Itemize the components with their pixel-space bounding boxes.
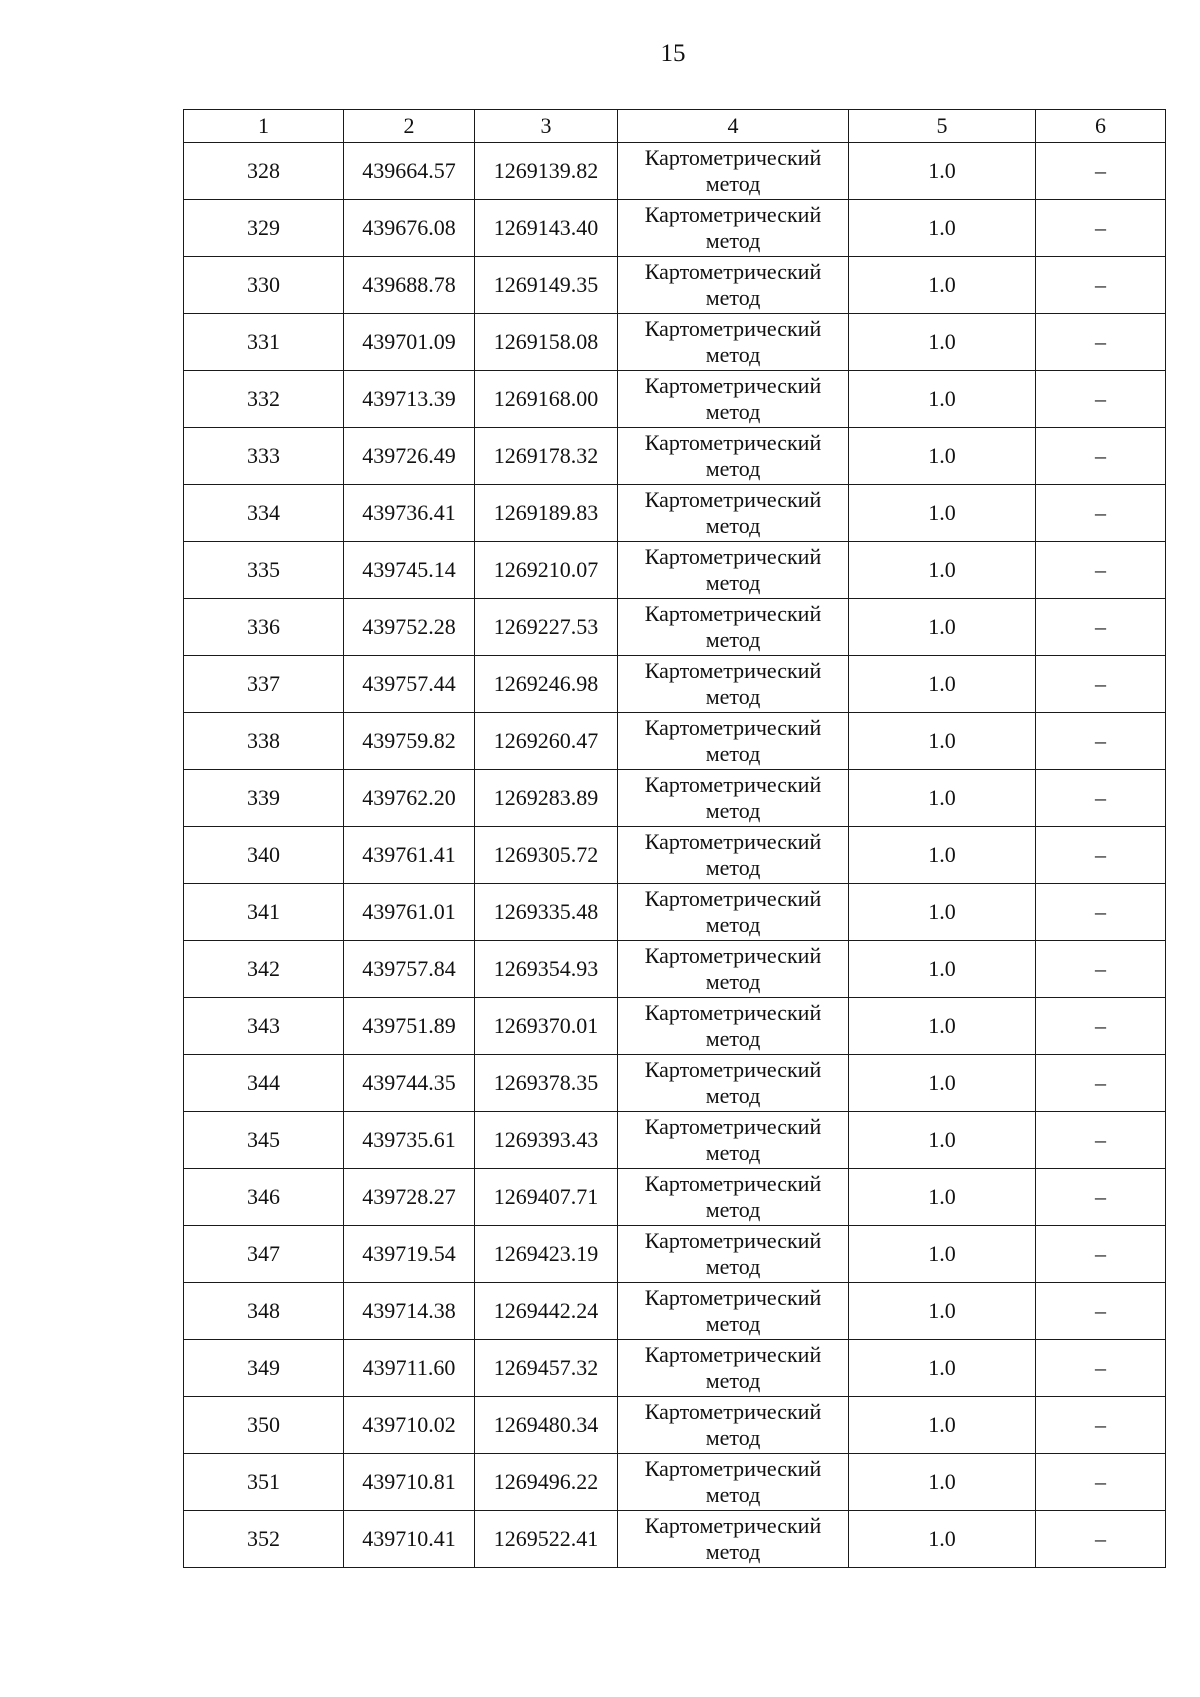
y-coordinate-cell: 1269378.35 xyxy=(475,1055,618,1112)
table-row xyxy=(184,1226,1166,1283)
table-row xyxy=(184,143,1166,200)
point-number-cell: 336 xyxy=(184,599,344,656)
x-coordinate-cell: 439736.41 xyxy=(344,485,475,542)
note-cell: – xyxy=(1036,542,1166,599)
y-coordinate-cell: 1269393.43 xyxy=(475,1112,618,1169)
x-coordinate-cell: 439713.39 xyxy=(344,371,475,428)
accuracy-cell: 1.0 xyxy=(849,143,1036,200)
note-cell: – xyxy=(1036,1340,1166,1397)
table-row xyxy=(184,1112,1166,1169)
method-cell: Картометрический метод xyxy=(618,428,849,485)
method-cell: Картометрический метод xyxy=(618,1112,849,1169)
accuracy-cell: 1.0 xyxy=(849,1397,1036,1454)
note-cell: – xyxy=(1036,200,1166,257)
x-coordinate-cell: 439710.02 xyxy=(344,1397,475,1454)
x-coordinate-cell: 439752.28 xyxy=(344,599,475,656)
table-row xyxy=(184,827,1166,884)
note-cell: – xyxy=(1036,770,1166,827)
accuracy-cell: 1.0 xyxy=(849,827,1036,884)
point-number-cell: 333 xyxy=(184,428,344,485)
note-cell: – xyxy=(1036,257,1166,314)
note-cell: – xyxy=(1036,941,1166,998)
accuracy-cell: 1.0 xyxy=(849,1454,1036,1511)
point-number-cell: 343 xyxy=(184,998,344,1055)
point-number-cell: 330 xyxy=(184,257,344,314)
x-coordinate-cell: 439735.61 xyxy=(344,1112,475,1169)
point-number-cell: 339 xyxy=(184,770,344,827)
table-row xyxy=(184,884,1166,941)
accuracy-cell: 1.0 xyxy=(849,998,1036,1055)
point-number-cell: 345 xyxy=(184,1112,344,1169)
note-cell: – xyxy=(1036,599,1166,656)
x-coordinate-cell: 439676.08 xyxy=(344,200,475,257)
table-row xyxy=(184,1511,1166,1568)
accuracy-cell: 1.0 xyxy=(849,371,1036,428)
column-header: 4 xyxy=(618,110,849,143)
y-coordinate-cell: 1269305.72 xyxy=(475,827,618,884)
accuracy-cell: 1.0 xyxy=(849,713,1036,770)
table-row xyxy=(184,200,1166,257)
x-coordinate-cell: 439761.41 xyxy=(344,827,475,884)
point-number-cell: 337 xyxy=(184,656,344,713)
method-cell: Картометрический метод xyxy=(618,1511,849,1568)
x-coordinate-cell: 439762.20 xyxy=(344,770,475,827)
x-coordinate-cell: 439759.82 xyxy=(344,713,475,770)
y-coordinate-cell: 1269457.32 xyxy=(475,1340,618,1397)
point-number-cell: 340 xyxy=(184,827,344,884)
method-cell: Картометрический метод xyxy=(618,371,849,428)
method-cell: Картометрический метод xyxy=(618,884,849,941)
y-coordinate-cell: 1269227.53 xyxy=(475,599,618,656)
table-row xyxy=(184,371,1166,428)
note-cell: – xyxy=(1036,1283,1166,1340)
table-header xyxy=(184,110,1166,143)
note-cell: – xyxy=(1036,1511,1166,1568)
method-cell: Картометрический метод xyxy=(618,1169,849,1226)
column-header: 1 xyxy=(184,110,344,143)
x-coordinate-cell: 439701.09 xyxy=(344,314,475,371)
y-coordinate-cell: 1269283.89 xyxy=(475,770,618,827)
method-cell: Картометрический метод xyxy=(618,1055,849,1112)
method-cell: Картометрический метод xyxy=(618,1454,849,1511)
y-coordinate-cell: 1269407.71 xyxy=(475,1169,618,1226)
point-number-cell: 344 xyxy=(184,1055,344,1112)
point-number-cell: 347 xyxy=(184,1226,344,1283)
table-row xyxy=(184,314,1166,371)
note-cell: – xyxy=(1036,998,1166,1055)
note-cell: – xyxy=(1036,1055,1166,1112)
method-cell: Картометрический метод xyxy=(618,770,849,827)
note-cell: – xyxy=(1036,1397,1166,1454)
accuracy-cell: 1.0 xyxy=(849,542,1036,599)
accuracy-cell: 1.0 xyxy=(849,1511,1036,1568)
method-cell: Картометрический метод xyxy=(618,656,849,713)
table-row xyxy=(184,599,1166,656)
method-cell: Картометрический метод xyxy=(618,713,849,770)
accuracy-cell: 1.0 xyxy=(849,485,1036,542)
point-number-cell: 342 xyxy=(184,941,344,998)
accuracy-cell: 1.0 xyxy=(849,656,1036,713)
point-number-cell: 331 xyxy=(184,314,344,371)
method-cell: Картометрический метод xyxy=(618,542,849,599)
x-coordinate-cell: 439757.84 xyxy=(344,941,475,998)
point-number-cell: 329 xyxy=(184,200,344,257)
note-cell: – xyxy=(1036,314,1166,371)
note-cell: – xyxy=(1036,827,1166,884)
x-coordinate-cell: 439719.54 xyxy=(344,1226,475,1283)
table-row xyxy=(184,1397,1166,1454)
method-cell: Картометрический метод xyxy=(618,1340,849,1397)
accuracy-cell: 1.0 xyxy=(849,257,1036,314)
y-coordinate-cell: 1269189.83 xyxy=(475,485,618,542)
note-cell: – xyxy=(1036,1454,1166,1511)
x-coordinate-cell: 439751.89 xyxy=(344,998,475,1055)
y-coordinate-cell: 1269522.41 xyxy=(475,1511,618,1568)
header-row xyxy=(184,110,1166,143)
point-number-cell: 352 xyxy=(184,1511,344,1568)
point-number-cell: 341 xyxy=(184,884,344,941)
y-coordinate-cell: 1269178.32 xyxy=(475,428,618,485)
point-number-cell: 346 xyxy=(184,1169,344,1226)
table-row xyxy=(184,257,1166,314)
point-number-cell: 328 xyxy=(184,143,344,200)
note-cell: – xyxy=(1036,1169,1166,1226)
x-coordinate-cell: 439714.38 xyxy=(344,1283,475,1340)
table-row xyxy=(184,941,1166,998)
x-coordinate-cell: 439757.44 xyxy=(344,656,475,713)
column-header: 3 xyxy=(475,110,618,143)
note-cell: – xyxy=(1036,884,1166,941)
method-cell: Картометрический метод xyxy=(618,314,849,371)
point-number-cell: 351 xyxy=(184,1454,344,1511)
point-number-cell: 348 xyxy=(184,1283,344,1340)
method-cell: Картометрический метод xyxy=(618,485,849,542)
y-coordinate-cell: 1269423.19 xyxy=(475,1226,618,1283)
table-row xyxy=(184,656,1166,713)
y-coordinate-cell: 1269370.01 xyxy=(475,998,618,1055)
y-coordinate-cell: 1269260.47 xyxy=(475,713,618,770)
x-coordinate-cell: 439726.49 xyxy=(344,428,475,485)
point-number-cell: 350 xyxy=(184,1397,344,1454)
table-row xyxy=(184,998,1166,1055)
note-cell: – xyxy=(1036,428,1166,485)
accuracy-cell: 1.0 xyxy=(849,1169,1036,1226)
y-coordinate-cell: 1269335.48 xyxy=(475,884,618,941)
point-number-cell: 349 xyxy=(184,1340,344,1397)
accuracy-cell: 1.0 xyxy=(849,770,1036,827)
y-coordinate-cell: 1269143.40 xyxy=(475,200,618,257)
accuracy-cell: 1.0 xyxy=(849,1112,1036,1169)
accuracy-cell: 1.0 xyxy=(849,1055,1036,1112)
accuracy-cell: 1.0 xyxy=(849,200,1036,257)
x-coordinate-cell: 439761.01 xyxy=(344,884,475,941)
point-number-cell: 338 xyxy=(184,713,344,770)
accuracy-cell: 1.0 xyxy=(849,314,1036,371)
note-cell: – xyxy=(1036,713,1166,770)
x-coordinate-cell: 439744.35 xyxy=(344,1055,475,1112)
table-row xyxy=(184,770,1166,827)
method-cell: Картометрический метод xyxy=(618,998,849,1055)
note-cell: – xyxy=(1036,1226,1166,1283)
note-cell: – xyxy=(1036,656,1166,713)
table-row xyxy=(184,713,1166,770)
y-coordinate-cell: 1269246.98 xyxy=(475,656,618,713)
table-row xyxy=(184,1283,1166,1340)
accuracy-cell: 1.0 xyxy=(849,599,1036,656)
point-number-cell: 332 xyxy=(184,371,344,428)
coordinates-table xyxy=(183,109,1166,1568)
note-cell: – xyxy=(1036,143,1166,200)
y-coordinate-cell: 1269168.00 xyxy=(475,371,618,428)
method-cell: Картометрический метод xyxy=(618,941,849,998)
method-cell: Картометрический метод xyxy=(618,1283,849,1340)
y-coordinate-cell: 1269149.35 xyxy=(475,257,618,314)
method-cell: Картометрический метод xyxy=(618,827,849,884)
accuracy-cell: 1.0 xyxy=(849,1283,1036,1340)
x-coordinate-cell: 439688.78 xyxy=(344,257,475,314)
x-coordinate-cell: 439710.41 xyxy=(344,1511,475,1568)
table-body xyxy=(184,143,1166,1568)
method-cell: Картометрический метод xyxy=(618,200,849,257)
y-coordinate-cell: 1269210.07 xyxy=(475,542,618,599)
accuracy-cell: 1.0 xyxy=(849,1226,1036,1283)
method-cell: Картометрический метод xyxy=(618,257,849,314)
accuracy-cell: 1.0 xyxy=(849,884,1036,941)
x-coordinate-cell: 439728.27 xyxy=(344,1169,475,1226)
table-row xyxy=(184,1169,1166,1226)
note-cell: – xyxy=(1036,1112,1166,1169)
y-coordinate-cell: 1269158.08 xyxy=(475,314,618,371)
x-coordinate-cell: 439710.81 xyxy=(344,1454,475,1511)
note-cell: – xyxy=(1036,485,1166,542)
table-row xyxy=(184,1340,1166,1397)
point-number-cell: 335 xyxy=(184,542,344,599)
method-cell: Картометрический метод xyxy=(618,1397,849,1454)
table-row xyxy=(184,1454,1166,1511)
method-cell: Картометрический метод xyxy=(618,599,849,656)
table-row xyxy=(184,485,1166,542)
note-cell: – xyxy=(1036,371,1166,428)
y-coordinate-cell: 1269480.34 xyxy=(475,1397,618,1454)
point-number-cell: 334 xyxy=(184,485,344,542)
y-coordinate-cell: 1269442.24 xyxy=(475,1283,618,1340)
column-header: 5 xyxy=(849,110,1036,143)
table-row xyxy=(184,1055,1166,1112)
x-coordinate-cell: 439711.60 xyxy=(344,1340,475,1397)
method-cell: Картометрический метод xyxy=(618,1226,849,1283)
y-coordinate-cell: 1269139.82 xyxy=(475,143,618,200)
method-cell: Картометрический метод xyxy=(618,143,849,200)
accuracy-cell: 1.0 xyxy=(849,428,1036,485)
y-coordinate-cell: 1269496.22 xyxy=(475,1454,618,1511)
accuracy-cell: 1.0 xyxy=(849,1340,1036,1397)
x-coordinate-cell: 439664.57 xyxy=(344,143,475,200)
table-row xyxy=(184,542,1166,599)
page-number: 15 xyxy=(660,40,686,67)
table-row xyxy=(184,428,1166,485)
column-header: 2 xyxy=(344,110,475,143)
y-coordinate-cell: 1269354.93 xyxy=(475,941,618,998)
accuracy-cell: 1.0 xyxy=(849,941,1036,998)
column-header: 6 xyxy=(1036,110,1166,143)
x-coordinate-cell: 439745.14 xyxy=(344,542,475,599)
